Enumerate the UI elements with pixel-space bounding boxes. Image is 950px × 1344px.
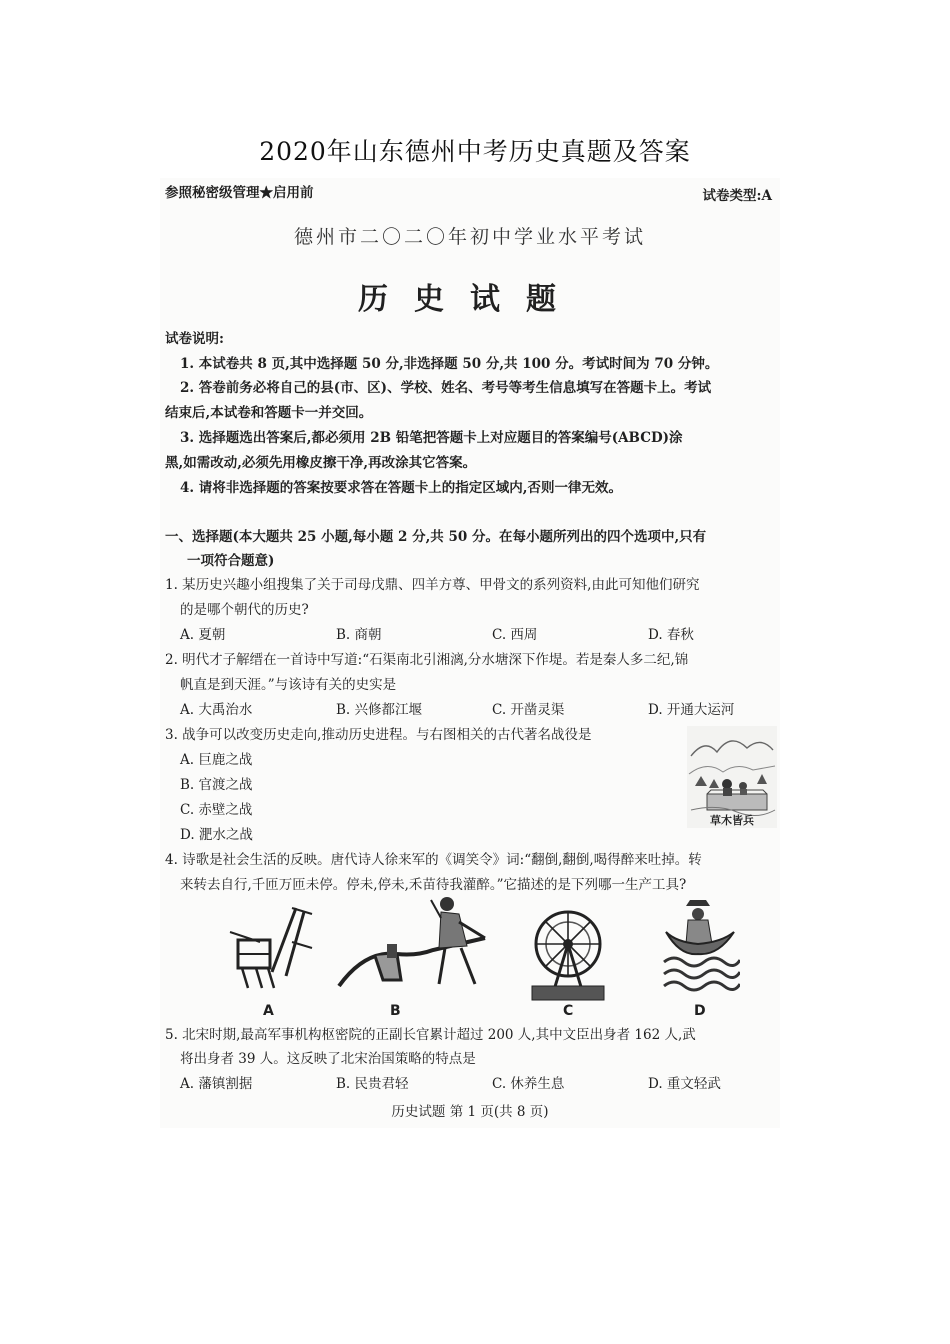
option-d: D. 春秋 (648, 627, 694, 643)
question-5-text: 5. 北宋时期,最高军事机构枢密院的正副长官累计超过 200 人,其中文臣出身者 162 人,武 (165, 1027, 696, 1043)
tool-b-image (335, 894, 505, 1000)
option-c: C. 西周 (492, 627, 538, 643)
instruction-line: 结束后,本试卷和答题卡一并交回。 (165, 405, 373, 421)
confidential-label: 参照秘密级管理★启用前 (165, 185, 314, 201)
question-5-text-cont: 将出身者 39 人。这反映了北宋治国策略的特点是 (180, 1051, 476, 1067)
question-1-text-cont: 的是哪个朝代的历史? (180, 602, 309, 618)
battle-illustration-image (687, 726, 777, 828)
question-2-text-cont: 帆直是到天涯。”与该诗有关的史实是 (180, 677, 397, 693)
option-c: C. 休养生息 (492, 1076, 565, 1092)
page-footer: 历史试题 第 1 页(共 8 页) (391, 1104, 549, 1120)
exam-name: 德州市二〇二〇年初中学业水平考试 (293, 226, 646, 248)
instruction-line: 1. 本试卷共 8 页,其中选择题 50 分,非选择题 50 分,共 100 分。考试时间为 70 分钟。 (180, 356, 719, 372)
subject-title: 历史试题 (358, 282, 582, 317)
section-heading: 一、选择题(本大题共 25 小题,每小题 2 分,共 50 分。在每小题所列出的四个选项中,只有 (165, 529, 707, 545)
document-title: 2020年山东德州中考历史真题及答案 (259, 137, 691, 166)
option-a: A. 大禹治水 (180, 702, 253, 718)
paper-type-label: 试卷类型:A (702, 188, 772, 204)
tool-d-image (660, 898, 740, 1002)
option-b: B. 官渡之战 (180, 777, 253, 793)
tool-d-label: D (694, 1003, 706, 1019)
instruction-line: 3. 选择题选出答案后,都必须用 2B 铅笔把答题卡上对应题目的答案编号(ABCD)涂 (180, 430, 683, 446)
option-d: D. 开通大运河 (648, 702, 735, 718)
option-c: C. 赤壁之战 (180, 802, 253, 818)
tool-a-image (220, 902, 330, 1000)
option-a: A. 藩镇割据 (180, 1076, 253, 1092)
option-a: A. 巨鹿之战 (180, 752, 253, 768)
question-3-text: 3. 战争可以改变历史走向,推动历史进程。与右图相关的古代著名战役是 (165, 727, 592, 743)
section-heading-cont: 一项符合题意) (187, 553, 275, 569)
instruction-line: 2. 答卷前务必将自己的县(市、区)、学校、姓名、考号等考生信息填写在答题卡上。考试 (180, 380, 712, 396)
instruction-line: 黑,如需改动,必须先用橡皮擦干净,再改涂其它答案。 (165, 455, 477, 471)
question-1-text: 1. 某历史兴趣小组搜集了关于司母戊鼎、四羊方尊、甲骨文的系列资料,由此可知他们研究 (165, 577, 700, 593)
option-d: D. 重文轻武 (648, 1076, 721, 1092)
instructions-heading: 试卷说明: (165, 331, 224, 347)
question-2-text: 2. 明代才子解缙在一首诗中写道:“石渠南北引湘漓,分水塘深下作堤。若是秦人多二纪,锦 (165, 652, 689, 668)
option-a: A. 夏朝 (180, 627, 226, 643)
option-c: C. 开凿灵渠 (492, 702, 565, 718)
tool-c-image (528, 906, 608, 1004)
question-4-text-cont: 来转去自行,千匝万匝未停。停未,停未,禾苗待我灌醉。”它描述的是下列哪一生产工具? (180, 877, 687, 893)
image-caption: 草木皆兵 (710, 814, 754, 827)
tool-a-label: A (263, 1003, 274, 1019)
tool-c-label: C (563, 1003, 574, 1019)
question-4-text: 4. 诗歌是社会生活的反映。唐代诗人徐来军的《调笑令》词:“翻倒,翻倒,喝得醉来吐掉。转 (165, 852, 702, 868)
scanned-exam-page (160, 178, 780, 1128)
option-d: D. 淝水之战 (180, 827, 253, 843)
option-b: B. 商朝 (336, 627, 382, 643)
instruction-line: 4. 请将非选择题的答案按要求答在答题卡上的指定区域内,否则一律无效。 (180, 480, 622, 496)
option-b: B. 兴修都江堰 (336, 702, 423, 718)
tool-b-label: B (390, 1003, 401, 1019)
option-b: B. 民贵君轻 (336, 1076, 409, 1092)
